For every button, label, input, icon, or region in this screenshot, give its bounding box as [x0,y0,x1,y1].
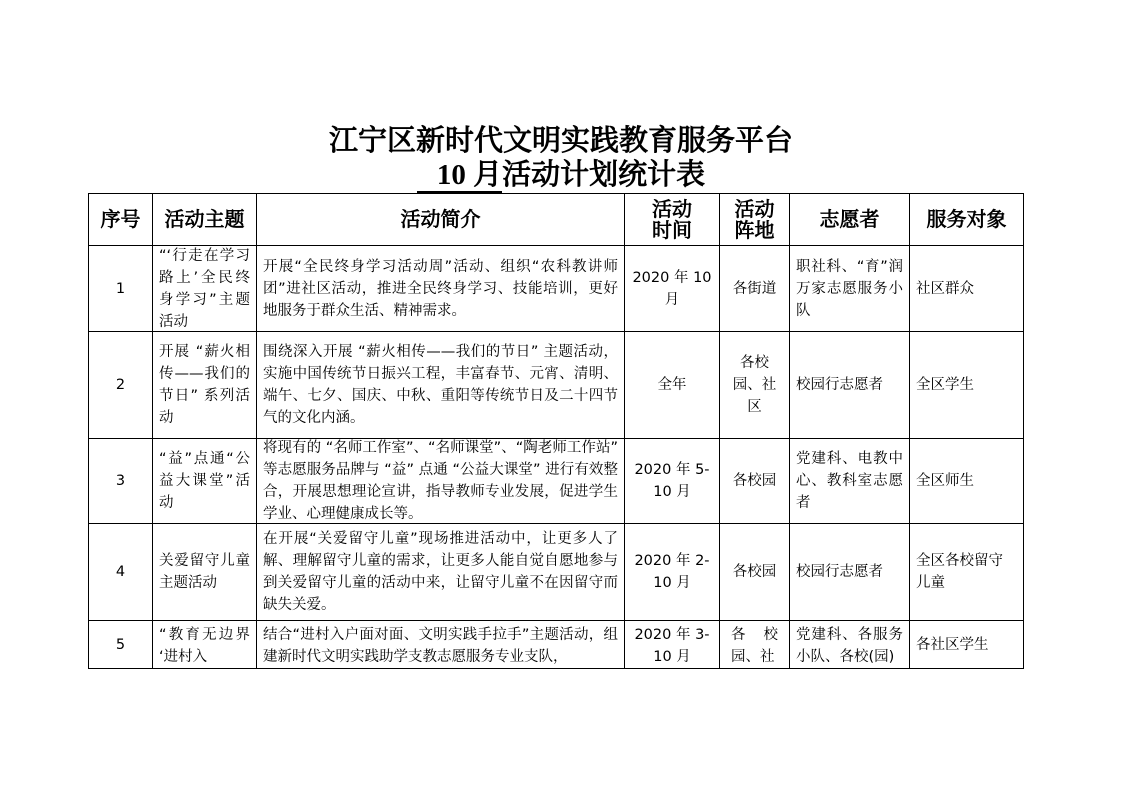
header-time-label: 活动时间 [652,196,692,242]
cell-index [89,246,153,332]
cell-index-text: 4 [115,564,126,580]
header-venue-wrap [726,196,783,242]
cell-summary [257,332,625,439]
cell-index-text: 3 [115,473,126,489]
document-subtitle [0,156,1122,193]
header-summary-label: 活动简介 [400,207,481,231]
cell-index [89,621,153,669]
header-time-wrap [631,196,713,242]
cell-audience-text: 全区各校留守儿童 [916,553,1003,591]
cell-audience [910,524,1024,621]
cell-theme [153,439,257,524]
cell-summary [257,621,625,669]
cell-volunteers [790,524,910,621]
cell-time [625,439,720,524]
cell-venue [720,246,790,332]
activity-plan-table [88,193,1024,669]
cell-summary [257,439,625,524]
cell-time-text: 全年 [657,377,687,393]
document-title: 江宁区新时代文明实践教育服务平台 [328,123,793,157]
cell-time [625,621,720,669]
cell-venue [720,621,790,669]
cell-volunteers [790,332,910,439]
cell-theme [153,524,257,621]
cell-summary-text: 围绕深入开展 “薪火相传——我们的节日” 主题活动，实施中国传统节日振兴工程，丰富春节、元宵、清明、端午、七夕、国庆、中秋、重阳等传统节日及二十四节气的文化内涵。 [263,344,618,426]
cell-theme-text: 开展 “薪火相传——我们的节日” 系列活动 [159,344,250,426]
cell-venue-text: 各街道 [732,280,777,297]
cell-venue [720,332,790,439]
cell-volunteers [790,621,910,669]
cell-summary-text: 开展“全民终身学习活动周”活动、组织“农科教讲师团”进社区活动，推进全民终身学习、技能培训，更好地服务于群众生活、精神需求。 [263,258,618,319]
cell-time-text: 2020 年 10 月 [632,269,712,308]
cell-time [625,332,720,439]
cell-time-text: 2020 年 3-10 月 [634,627,710,665]
cell-audience [910,439,1024,524]
cell-audience [910,332,1024,439]
cell-audience-text: 全区学生 [916,377,974,393]
cell-volunteers [790,246,910,332]
header-theme-label: 活动主题 [164,207,245,231]
cell-venue [720,439,790,524]
header-index-label: 序号 [100,207,141,231]
cell-index-text: 1 [115,280,126,297]
cell-volunteers-text: 党建科、各服务小队、各校(园) [796,627,903,665]
cell-volunteers-text: 校园行志愿者 [796,564,883,580]
cell-index-text: 2 [115,377,126,393]
header-volunteers-label: 志愿者 [819,207,880,231]
cell-theme-text: 关爱留守儿童主题活动 [159,553,250,591]
cell-venue-text: 各校园 [732,473,777,489]
cell-venue [720,524,790,621]
cell-volunteers-text: 校园行志愿者 [796,377,883,393]
cell-venue-text: 各校园、社 [731,627,778,665]
cell-index-text: 5 [115,636,126,653]
cell-index [89,332,153,439]
cell-audience-text: 各社区学生 [916,636,989,653]
cell-time [625,524,720,621]
cell-summary-text: 结合“进村入户面对面、文明实践手拉手”主题活动，组建新时代文明实践助学支教志愿服务专业支队， [263,627,618,665]
header-volunteers [790,194,910,246]
header-index [89,194,153,246]
cell-theme [153,246,257,332]
cell-venue-text: 各校园、社区 [732,355,777,415]
cell-theme [153,621,257,669]
cell-theme-text: “‘行走在学习路上’全民终身学习”主题活动 [159,247,250,330]
cell-index [89,439,153,524]
cell-theme [153,332,257,439]
cell-summary-text: 在开展“关爱留守儿童”现场推进活动中，让更多人了解、理解留守儿童的需求，让更多人能自觉自愿地参与到关爱留守儿童的活动中来，让留守儿童不在因留守而缺失关爱。 [263,531,618,613]
cell-audience-text: 社区群众 [916,280,974,297]
header-venue-label: 活动阵地 [734,196,775,242]
cell-summary-text: 将现有的 “名师工作室”、“名师课堂”、“陶老师工作站” 等志愿服务品牌与 “益” 点通 “公益大课堂” 进行有效整合，开展思想理论宣讲，指导教师专业发展，促进学生学业、心理健康成长等。 [263,440,618,522]
header-venue [720,194,790,246]
cell-audience-text: 全区师生 [916,473,974,489]
cell-theme-text: “教育无边界 ‘进村入 [159,627,250,665]
cell-volunteers [790,439,910,524]
cell-time [625,246,720,332]
cell-time-text: 2020 年 5-10 月 [634,462,710,500]
cell-audience [910,246,1024,332]
cell-summary [257,246,625,332]
header-theme [153,194,257,246]
cell-volunteers-text: 职社科、“育”润万家志愿服务小队 [796,258,903,319]
cell-audience [910,621,1024,669]
subtitle-month: 10 月 [417,160,502,193]
cell-time-text: 2020 年 2-10 月 [634,553,710,591]
cell-index [89,524,153,621]
subtitle-text: 活动计划统计表 [502,157,706,191]
cell-volunteers-text: 党建科、电教中心、教科室志愿者 [796,451,903,511]
cell-venue-text: 各校园 [732,564,777,580]
header-audience-label: 服务对象 [926,207,1007,231]
cell-theme-text: “益”点通“公益大课堂”活动 [159,451,250,511]
header-time [625,194,720,246]
header-summary [257,194,625,246]
cell-summary [257,524,625,621]
header-audience [910,194,1024,246]
